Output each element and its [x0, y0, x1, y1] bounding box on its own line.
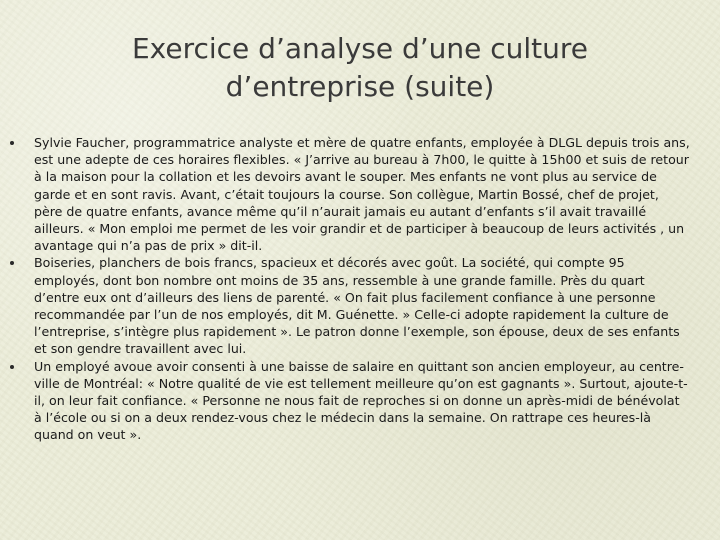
bullet-item-boiseries: [0, 254, 720, 357]
bullet-point-icon: [10, 141, 14, 145]
slide-title: [60, 30, 660, 106]
bullet-text: Un employé avoue avoir consenti à une baisse de salaire en quittant son ancien employeur, au centre-ville de Montréal: « Notre qualité de vie est tellement meilleure qu’on est gagnants ». Surtout, ajoute-t-il, on leur fait confiance. « Personne ne nous fait de reproches si on donne un après-midi de bénévolat à l’école ou si on a deux rendez-vous chez le médecin dans la semaine. On rattrape ces heures-là quand on veut ».: [34, 358, 688, 443]
bullet-text: Sylvie Faucher, programmatrice analyste et mère de quatre enfants, employée à DLGL depuis trois ans, est une adepte de ces horaires flexibles. « J’arrive au bureau à 7h00, le quitte à 15h00 et suis de retour à la maison pour la collation et les devoirs avant le souper. Mes enfants ne vont plus au service de garde et en sont ravis. Avant, c’était toujours la course. Son collègue, Martin Bossé, chef de projet, père de quatre enfants, avance même qu’il n’aurait jamais eu autant d’enfants s’il avait travaillé ailleurs. « Mon emploi me permet de les voir grandir et de participer à beaucoup de leurs activités , un avantage qui n’a pas de prix » dit-il.: [34, 135, 690, 254]
slide-title-line-1: Exercice d’analyse d’une culture: [131, 32, 589, 65]
bullet-point-icon: [10, 261, 14, 265]
bullet-point-icon: [10, 365, 14, 369]
bullet-text: Boiseries, planchers de bois francs, spacieux et décorés avec goût. La société, qui compte 95 employés, dont bon nombre ont moins de 35 ans, ressemble à une grande famille. Près du quart d’entre eux ont d’ailleurs des liens de parenté. « On fait plus facilement confiance à une personne recommandée par l’un de nos employés, dit M. Guénette. » Celle-ci adopte rapidement la culture de l’entreprise, s’intègre plus rapidement ». Le patron donne l’exemple, son épouse, deux de ses enfants et son gendre travaillent avec lui.: [34, 255, 680, 357]
bullet-item-employe: [0, 358, 720, 444]
slide-title-line-2: d’entreprise (suite): [225, 70, 495, 103]
bullet-list: [0, 134, 720, 444]
bullet-item-sylvie-faucher: [0, 134, 720, 254]
